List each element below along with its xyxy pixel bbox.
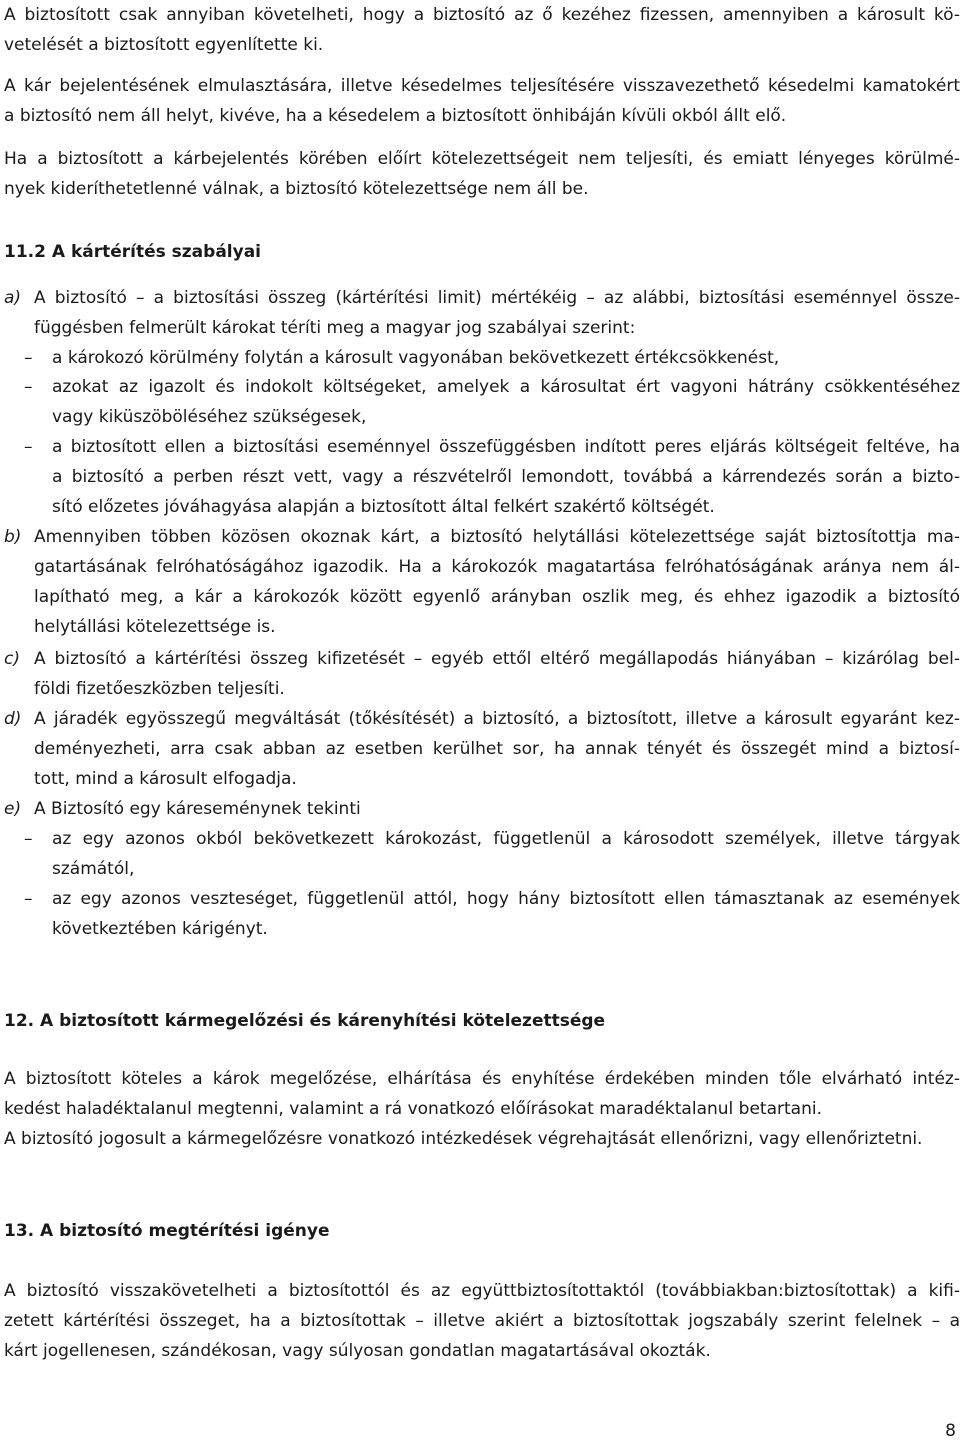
section-heading: 11.2 A kártérítés szabályai [4,242,261,262]
list-item-d [4,704,960,794]
list-item-a [4,283,960,343]
dash-item-e1 [4,824,960,884]
dash-bullet: – [24,437,33,457]
paragraph-claim-payment [4,0,960,60]
text-line: deményezheti, arra csak abban az esetben kerülhet sor, ha annak tényét és összegét mind a biztosí- [34,739,960,759]
section-heading: 13. A biztosító megtérítési igénye [4,1221,330,1241]
text-line: helytállási kötelezettsége is. [34,617,276,637]
text-line: az egy azonos okból bekövetkezett károkozást, függetlenül a károsodott személyek, illetve tárgyak [52,829,960,849]
paragraph-recovery-claim [4,1276,960,1366]
item-label: a) [4,288,22,308]
dash-item-a3 [4,432,960,522]
text-line: A biztosított köteles a károk megelőzése, elhárítása és enyhítése érdekében minden tőle elvárható intéz- [4,1069,960,1089]
item-label: b) [4,527,22,547]
text-line: gatartásának felróhatóságához igazodik. Ha a károkozók magatartása felróhatóságának aránya nem ál- [34,557,960,577]
text-line: kárt jogellenesen, szándékosan, vagy súlyosan gondatlan magatartásával okozták. [4,1341,711,1361]
text-line: következtében kárigényt. [52,919,268,939]
text-line: A biztosító – a biztosítási összeg (kártérítési limit) mértékéig – az alábbi, biztosítási eseménnyel össze- [34,288,960,308]
text-line: A biztosított csak annyiban követelheti, hogy a biztosító az ő kezéhez fizessen, amennyiben a károsult kö- [4,5,960,25]
text-line: A Biztosító egy káreseménynek tekinti [34,799,361,819]
item-label: d) [4,709,22,729]
text-line: számától, [52,859,135,879]
heading-13 [4,1216,960,1246]
text-line: nyek kideríthetetlenné válnak, a biztosító kötelezettsége nem áll be. [4,179,589,199]
text-line: tott, mind a károsult elfogadja. [34,769,297,789]
text-line: a károkozó körülmény folytán a károsult vagyonában bekövetkezett értékcsökkenést, [52,348,780,368]
paragraph-late-interest [4,71,960,131]
text-line: A biztosító jogosult a kármegelőzésre vonatkozó intézkedések végrehajtását ellenőrizni, vagy ellenőriztetni. [4,1129,923,1149]
text-line: a biztosító nem áll helyt, kivéve, ha a késedelem a biztosított önhibáján kívüli okból állt elő. [4,106,787,126]
text-line: vetelését a biztosított egyenlítette ki. [4,35,324,55]
section-heading: 12. A biztosított kármegelőzési és kárenyhítési kötelezettsége [4,1011,606,1031]
text-line: A kár bejelentésének elmulasztására, illetve késedelmes teljesítésére visszavezethető késedelmi kamatokért [4,76,960,96]
text-line: a biztosító a perben részt vett, vagy a részvételről lemondott, továbbá a kárrendezés során a bizto- [52,467,960,487]
paragraph-reporting-obligation [4,144,960,204]
page-number: 8 [945,1421,956,1441]
dash-bullet: – [24,348,33,368]
list-item-b [4,522,960,642]
text-line: A biztosító visszakövetelheti a biztosítottól és az együttbiztosítottaktól (továbbiakban:biztosítottak) a kifi- [4,1281,960,1301]
item-label: c) [4,649,20,669]
dash-item-a2 [4,372,960,432]
dash-item-e2 [4,884,960,944]
text-line: az egy azonos veszteséget, függetlenül attól, hogy hány biztosított ellen támasztanak az események [52,889,960,909]
text-line: A járadék egyösszegű megváltását (tőkésítését) a biztosító, a biztosított, illetve a károsult egyaránt kez- [34,709,960,729]
dash-bullet: – [24,377,33,397]
text-line: sító előzetes jóváhagyása alapján a biztosított által felkért szakértő költségét. [52,497,715,517]
list-item-c [4,644,960,704]
text-line: lapítható meg, a kár a károkozók között egyenlő arányban oszlik meg, és ehhez igazodik a biztosító [34,587,960,607]
text-line: a biztosított ellen a biztosítási eseménnyel összefüggésben indított peres eljárás költségeit feltéve, ha [52,437,960,457]
text-line: azokat az igazolt és indokolt költségeket, amelyek a károsultat ért vagyoni hátrány csökkentéséhez [52,377,960,397]
list-item-e [4,794,960,824]
text-line: Amennyiben többen közösen okoznak kárt, a biztosító helytállási kötelezettsége saját biztosítottja ma- [34,527,960,547]
dash-bullet: – [24,889,33,909]
text-line: Ha a biztosított a kárbejelentés körében előírt kötelezettségeit nem teljesíti, és emiatt lényeges körülmé- [4,149,960,169]
text-line: kedést haladéktalanul megtenni, valamint a rá vonatkozó előírásokat maradéktalanul betartani. [4,1099,822,1119]
heading-12 [4,1006,960,1036]
text-line: függésben felmerült károkat téríti meg a magyar jog szabályai szerint: [34,318,636,338]
text-line: földi fizetőeszközben teljesíti. [34,679,285,699]
text-line: vagy kiküszöböléséhez szükségesek, [52,407,367,427]
dash-item-a1 [4,343,960,373]
heading-11-2 [4,237,960,267]
text-line: zetett kártérítési összeget, ha a biztosítottak – illetve akiért a biztosítottak jogszabály szerint felelnek – a [4,1311,960,1331]
paragraph-loss-prevention [4,1064,960,1154]
item-label: e) [4,799,22,819]
text-line: A biztosító a kártérítési összeg kifizetését – egyéb ettől eltérő megállapodás hiányában – kizárólag bel- [34,649,960,669]
dash-bullet: – [24,829,33,849]
